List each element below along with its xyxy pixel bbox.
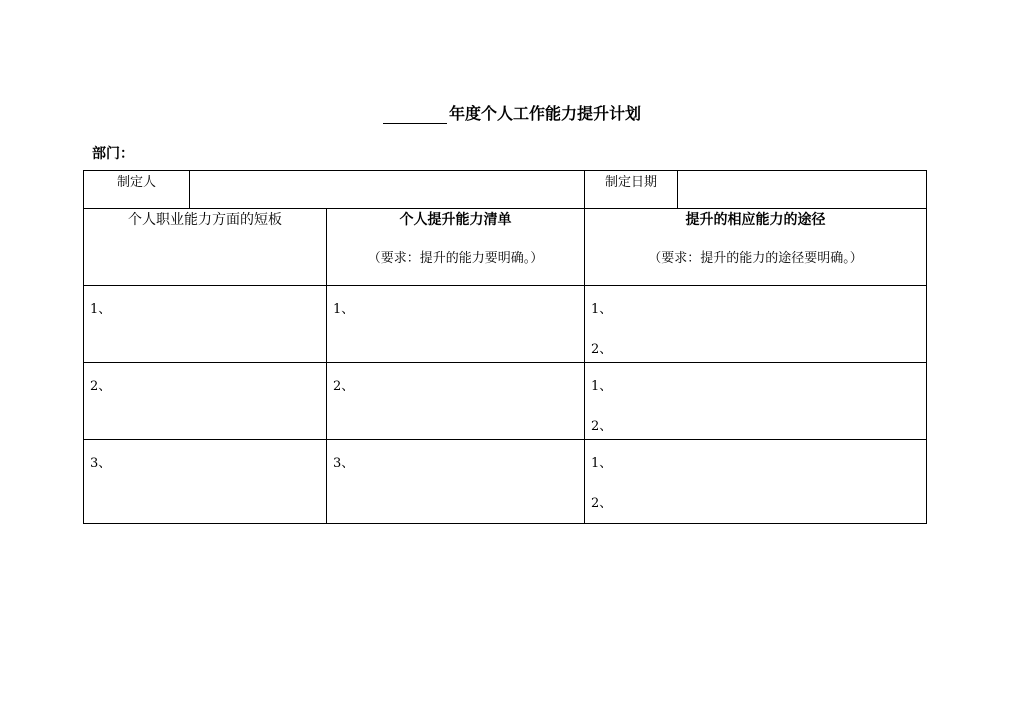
department-label: 部门： xyxy=(92,146,134,162)
item-number: 1、 xyxy=(591,456,613,471)
col-shortcomings-header xyxy=(84,209,327,286)
col-shortcomings-title: 个人职业能力方面的短板 xyxy=(128,212,282,228)
item-number: 1、 xyxy=(591,302,613,317)
shortcoming-cell[interactable] xyxy=(84,363,327,440)
year-blank-underline[interactable] xyxy=(383,107,447,124)
table-row xyxy=(84,363,927,440)
ability-cell[interactable] xyxy=(327,440,585,524)
shortcoming-cell[interactable] xyxy=(84,440,327,524)
item-number: 2、 xyxy=(90,379,112,394)
item-number: 3、 xyxy=(333,456,355,471)
title-text: 年度个人工作能力提升计划 xyxy=(448,104,641,123)
method-cell[interactable] xyxy=(585,286,927,363)
item-number: 2、 xyxy=(591,419,613,434)
item-number: 1、 xyxy=(333,302,355,317)
date-value-field[interactable] xyxy=(678,171,927,209)
shortcoming-cell[interactable] xyxy=(84,286,327,363)
header-row xyxy=(84,171,927,209)
maker-value-field[interactable] xyxy=(190,171,585,209)
table-row xyxy=(84,440,927,524)
col-abilities-title: 个人提升能力清单 xyxy=(399,212,512,228)
col-methods-note: （要求：提升的能力的途径要明确。） xyxy=(648,251,863,266)
col-abilities-note: （要求：提升的能力要明确。） xyxy=(367,251,544,266)
item-number: 2、 xyxy=(591,496,613,511)
column-header-row xyxy=(84,209,927,286)
plan-table xyxy=(83,170,927,524)
item-number: 1、 xyxy=(90,302,112,317)
date-label: 制定日期 xyxy=(585,171,678,209)
item-number: 1、 xyxy=(591,379,613,394)
maker-label: 制定人 xyxy=(84,171,190,209)
method-cell[interactable] xyxy=(585,440,927,524)
table-row xyxy=(84,286,927,363)
method-cell[interactable] xyxy=(585,363,927,440)
item-number: 2、 xyxy=(333,379,355,394)
col-methods-header xyxy=(585,209,927,286)
col-methods-title: 提升的相应能力的途径 xyxy=(685,212,826,228)
ability-cell[interactable] xyxy=(327,286,585,363)
item-number: 3、 xyxy=(90,456,112,471)
ability-cell[interactable] xyxy=(327,363,585,440)
col-abilities-header xyxy=(327,209,585,286)
page-title xyxy=(0,101,1024,124)
item-number: 2、 xyxy=(591,342,613,357)
